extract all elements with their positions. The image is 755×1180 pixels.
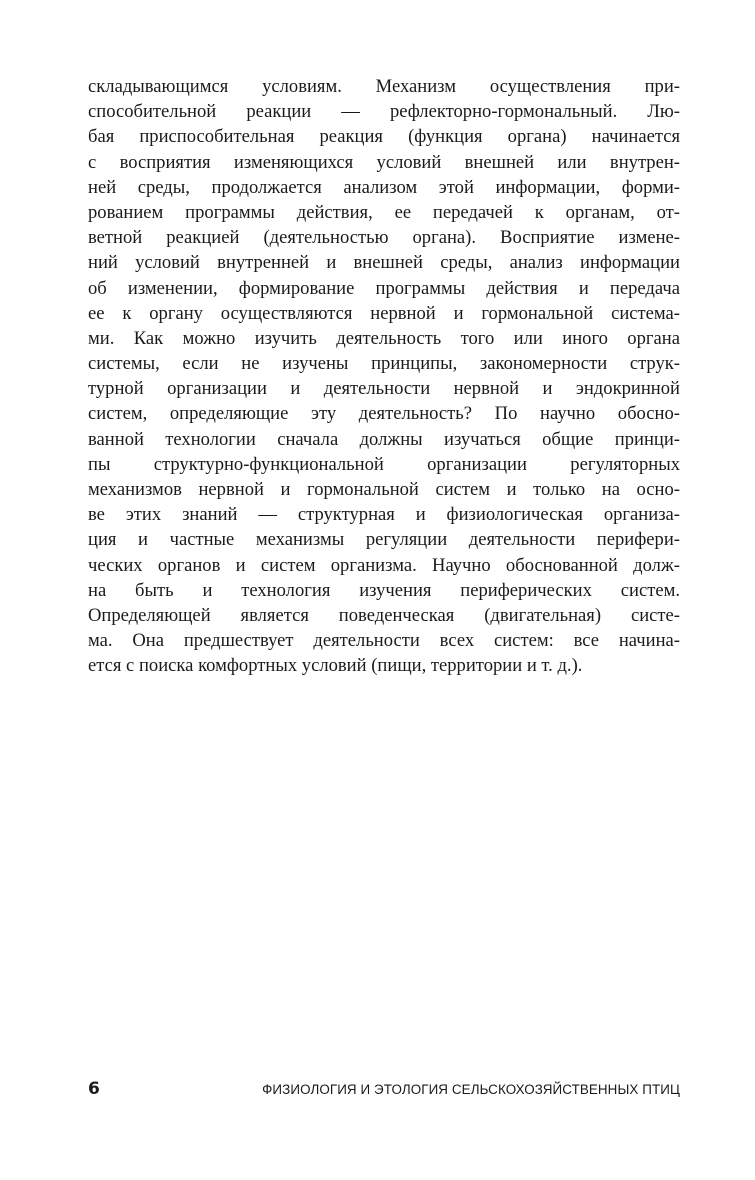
text-line: ческих органов и систем организма. Научно обоснованной долж- bbox=[88, 554, 680, 576]
text-line: способительной реакции — рефлекторно-гормональный. Лю- bbox=[88, 101, 680, 123]
text-line: бая приспособительная реакция (функция органа) начинается bbox=[88, 126, 680, 148]
text-line: пы структурно-функциональной организации регуляторных bbox=[88, 453, 680, 475]
text-line: систем, определяющие эту деятельность? По научно обосно- bbox=[88, 403, 680, 425]
text-line: Определяющей является поведенческая (двигательная) систе- bbox=[88, 604, 680, 626]
body-text bbox=[88, 74, 680, 679]
text-line: ванной технологии сначала должны изучаться общие принци- bbox=[88, 428, 680, 450]
text-line-last: ется с поиска комфортных условий (пищи, территории и т. д.). bbox=[88, 655, 583, 677]
running-title: ФИЗИОЛОГИЯ И ЭТОЛОГИЯ СЕЛЬСКОХОЗЯЙСТВЕННЫХ ПТИЦ bbox=[262, 1082, 680, 1097]
text-line: рованием программы действия, ее передачей к органам, от- bbox=[88, 201, 680, 223]
text-line: на быть и технология изучения периферических систем. bbox=[88, 579, 680, 601]
text-line: с восприятия изменяющихся условий внешней или внутрен- bbox=[88, 151, 680, 173]
text-line: ний условий внутренней и внешней среды, анализ информации bbox=[88, 252, 680, 274]
text-line: ми. Как можно изучить деятельность того или иного органа bbox=[88, 327, 680, 349]
text-line: турной организации и деятельности нервной и эндокринной bbox=[88, 378, 680, 400]
text-line: складывающимся условиям. Механизм осуществления при- bbox=[88, 76, 680, 97]
text-line: об изменении, формирование программы действия и передача bbox=[88, 277, 680, 299]
text-line: ма. Она предшествует деятельности всех систем: все начина- bbox=[88, 630, 680, 652]
text-line: ветной реакцией (деятельностью органа). Восприятие измене- bbox=[88, 227, 680, 249]
text-line: механизмов нервной и гормональной систем и только на осно- bbox=[88, 479, 680, 500]
text-line: ней среды, продолжается анализом этой информации, форми- bbox=[88, 176, 680, 198]
page-footer bbox=[88, 1078, 680, 1102]
page-number: 6 bbox=[88, 1079, 100, 1099]
text-line: ция и частные механизмы регуляции деятельности перифери- bbox=[88, 529, 680, 551]
text-line: ве этих знаний — структурная и физиологическая организа- bbox=[88, 504, 680, 526]
text-line: системы, если не изучены принципы, закономерности струк- bbox=[88, 353, 680, 375]
text-line: ее к органу осуществляются нервной и гормональной система- bbox=[88, 302, 680, 324]
